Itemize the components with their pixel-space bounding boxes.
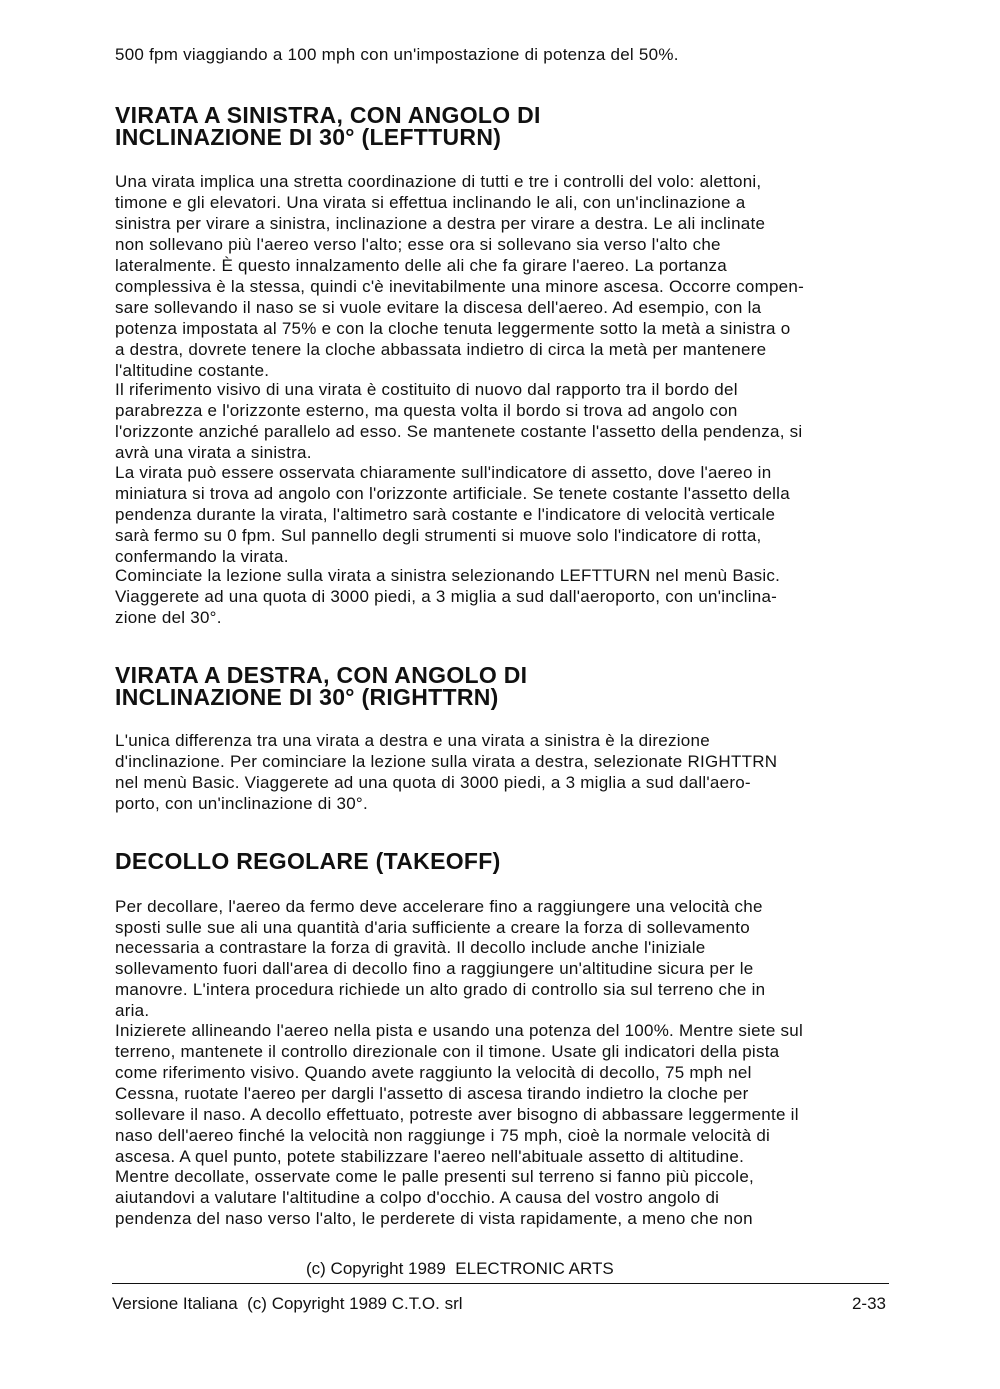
body-line: l'orizzonte anziché parallelo ad esso. Se mantenete costante l'assetto della pendenza, si: [115, 422, 803, 441]
body-line: terreno, mantenete il controllo direzionale con il timone. Usate gli indicatori della pista: [115, 1042, 780, 1061]
body-line: manovre. L'intera procedura richiede un alto grado di controllo sia sul terreno che in: [115, 980, 766, 999]
footer-divider: [112, 1283, 889, 1284]
body-line: timone e gli elevatori. Una virata si effettua inclinando le ali, con un'inclinazione a: [115, 193, 746, 212]
body-line: l'altitudine costante.: [115, 361, 270, 380]
body-line: sposti sulle sue ali una quantità d'aria sufficiente a creare la forza di sollevamento: [115, 918, 750, 937]
body-line: L'unica differenza tra una virata a destra e una virata a sinistra è la direzione: [115, 731, 710, 750]
section-heading-line: VIRATA A DESTRA, CON ANGOLO DI: [115, 662, 528, 688]
footer-copyright: (c) Copyright 1989 ELECTRONIC ARTS: [306, 1259, 614, 1278]
body-line: Inizierete allineando l'aereo nella pista e usando una potenza del 100%. Mentre siete sul: [115, 1021, 803, 1040]
body-line: aiutandovi a valutare l'altitudine a colpo d'occhio. A causa del vostro angolo di: [115, 1188, 720, 1207]
body-line: Viaggerete ad una quota di 3000 piedi, a 3 miglia a sud dall'aeroporto, con un'inclina-: [115, 587, 778, 606]
section-heading-line: VIRATA A SINISTRA, CON ANGOLO DI: [115, 102, 541, 128]
body-line: lateralmente. È questo innalzamento delle ali che fa girare l'aereo. La portanza: [115, 256, 727, 275]
body-line: Mentre decollate, osservate come le palle presenti sul terreno si fanno più piccole,: [115, 1167, 755, 1186]
body-line: complessiva è la stessa, quindi c'è inevitabilmente una minore ascesa. Occorre compen-: [115, 277, 805, 296]
body-line: necessaria a contrastare la forza di gravità. Il decollo include anche l'iniziale: [115, 938, 706, 957]
body-line: Cessna, ruotate l'aereo per dargli l'assetto di ascesa tirando indietro la cloche per: [115, 1084, 749, 1103]
body-line: Per decollare, l'aereo da fermo deve accelerare fino a raggiungere una velocità che: [115, 897, 763, 916]
body-line: pendenza durante la virata, l'altimetro sarà costante e l'indicatore di velocità verticale: [115, 505, 776, 524]
body-line: come riferimento visivo. Quando avete raggiunto la velocità di decollo, 75 mph nel: [115, 1063, 752, 1082]
body-line: potenza impostata al 75% e con la cloche tenuta leggermente sotto la metà a sinistra o: [115, 319, 791, 338]
body-line: Una virata implica una stretta coordinazione di tutti e tre i controlli del volo: alettoni,: [115, 172, 762, 191]
body-line: avrà una virata a sinistra.: [115, 443, 312, 462]
section-heading-line: INCLINAZIONE DI 30° (RIGHTTRN): [115, 684, 499, 710]
page-number: 2-33: [851, 1294, 886, 1313]
section-heading-line: DECOLLO REGOLARE (TAKEOFF): [115, 848, 501, 874]
body-line: porto, con un'inclinazione di 30°.: [115, 794, 368, 813]
top-text-line: 500 fpm viaggiando a 100 mph con un'impostazione di potenza del 50%.: [115, 45, 679, 64]
body-line: sarà fermo su 0 fpm. Sul pannello degli strumenti si muove solo l'indicatore di rotta,: [115, 526, 762, 545]
body-line: sollevare il naso. A decollo effettuato, potreste aver bisogno di abbassare leggermente il: [115, 1105, 799, 1124]
footer-version: Versione Italiana (c) Copyright 1989 C.T.O. srl: [112, 1294, 463, 1313]
body-line: confermando la virata.: [115, 547, 289, 566]
body-line: Cominciate la lezione sulla virata a sinistra selezionando LEFTTURN nel menù Basic.: [115, 566, 781, 585]
body-line: ascesa. A quel punto, potete stabilizzare l'aereo nell'abituale assetto di altitudine.: [115, 1147, 745, 1166]
body-line: a destra, dovrete tenere la cloche abbassata indietro di circa la metà per mantenere: [115, 340, 767, 359]
body-line: d'inclinazione. Per cominciare la lezione sulla virata a destra, selezionate RIGHTTRN: [115, 752, 778, 771]
body-line: pendenza del naso verso l'alto, le perderete di vista rapidamente, a meno che non: [115, 1209, 753, 1228]
body-line: sinistra per virare a sinistra, inclinazione a destra per virare a destra. Le ali inclinate: [115, 214, 766, 233]
body-line: non sollevano più l'aereo verso l'alto; esse ora si sollevano sia verso l'alto che: [115, 235, 721, 254]
body-line: sare sollevando il naso se si vuole evitare la discesa dell'aereo. Ad esempio, con la: [115, 298, 762, 317]
body-line: sollevamento fuori dall'area di decollo fino a raggiungere un'altitudine sicura per le: [115, 959, 754, 978]
body-line: nel menù Basic. Viaggerete ad una quota di 3000 piedi, a 3 miglia a sud dall'aero-: [115, 773, 751, 792]
body-line: zione del 30°.: [115, 608, 222, 627]
body-line: aria.: [115, 1001, 150, 1020]
body-line: naso dell'aereo finché la velocità non raggiunge i 75 mph, cioè la normale velocità di: [115, 1126, 771, 1145]
body-line: parabrezza e l'orizzonte esterno, ma questa volta il bordo si trova ad angolo con: [115, 401, 738, 420]
body-line: Il riferimento visivo di una virata è costituito di nuovo dal rapporto tra il bordo del: [115, 380, 738, 399]
body-line: miniatura si trova ad angolo con l'orizzonte artificiale. Se tenete costante l'assetto della: [115, 484, 790, 503]
section-heading-line: INCLINAZIONE DI 30° (LEFTTURN): [115, 124, 502, 150]
body-line: La virata può essere osservata chiaramente sull'indicatore di assetto, dove l'aereo in: [115, 463, 772, 482]
